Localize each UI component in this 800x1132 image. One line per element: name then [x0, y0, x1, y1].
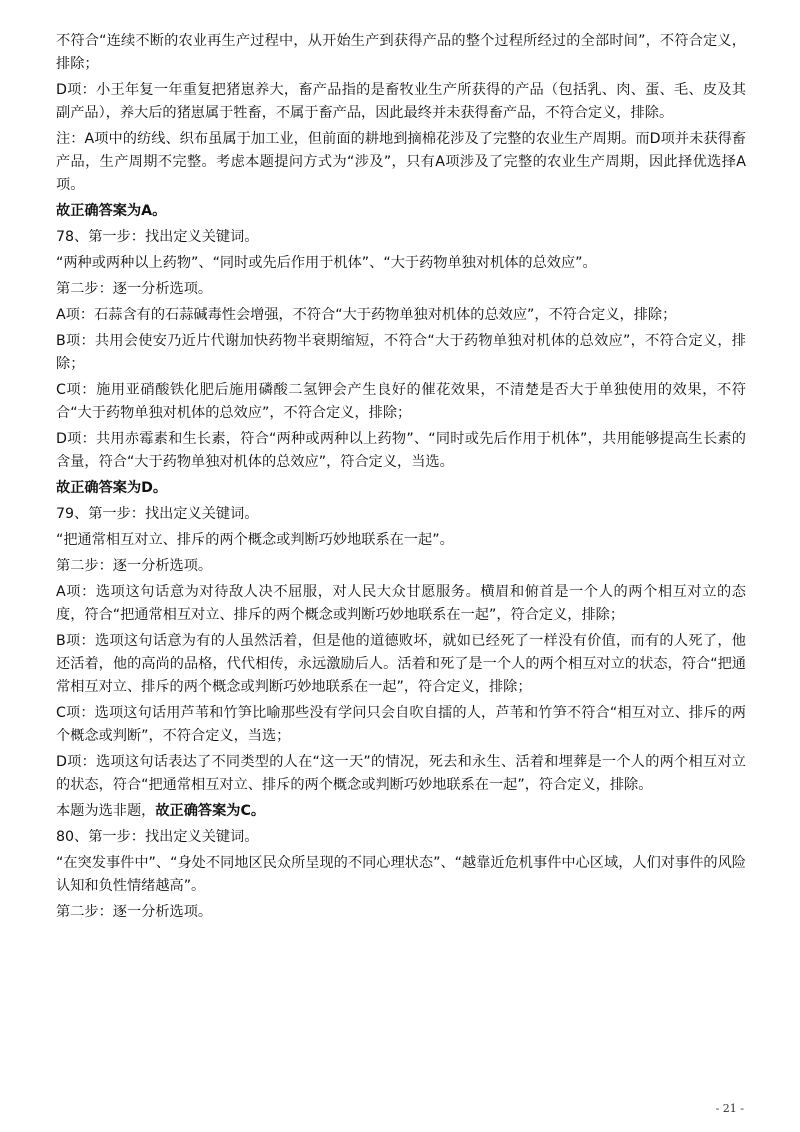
paragraph: 79、第一步：找出定义关键词。: [56, 506, 259, 522]
paragraph: 第二步：逐一分析选项。: [56, 281, 213, 297]
paragraph: B项：共用会使安乃近片代谢加快药物半衰期缩短，不符合“大于药物单独对机体的总效应”，不符合定义，排除；: [56, 333, 746, 372]
answer-line: 故正确答案为A。: [56, 203, 167, 219]
paragraph: 78、第一步：找出定义关键词。: [56, 229, 259, 245]
page-number: - 21 -: [715, 1102, 744, 1115]
paragraph: “把通常相互对立、排斥的两个概念或判断巧妙地联系在一起”。: [56, 532, 454, 548]
paragraph: D项：共用赤霉素和生长素，符合“两种或两种以上药物”、“同时或先后作用于机体”，共用能够提高生长素的含量，符合“大于药物单独对机体的总效应”，符合定义，当选。: [56, 431, 746, 470]
paragraph: A项：选项这句话意为对待敌人决不屈服，对人民大众甘愿服务。横眉和俯首是一个人的两个相互对立的态度，符合“把通常相互对立、排斥的两个概念或判断巧妙地联系在一起”，符合定义，排除；: [56, 584, 746, 623]
paragraph: 注：A项中的纺线、织布虽属于加工业，但前面的耕地到摘棉花涉及了完整的农业生产周期。而D项并未获得畜产品，生产周期不完整。考虑本题提问方式为“涉及”，只有A项涉及了完整的农业生产周期，因此择优选择A项。: [56, 131, 746, 193]
document-body: [56, 30, 746, 927]
paragraph: “在突发事件中”、“身处不同地区民众所呈现的不同心理状态”、“越靠近危机事件中心区域，人们对事件的风险认知和负性情绪越高”。: [56, 855, 746, 894]
paragraph: A项：石蒜含有的石蒜碱毒性会增强，不符合“大于药物单独对机体的总效应”，不符合定义，排除；: [56, 307, 677, 323]
paragraph: C项：施用亚硝酸铁化肥后施用磷酸二氢钾会产生良好的催花效果，不清楚是否大于单独使用的效果，不符合“大于药物单独对机体的总效应”，不符合定义，排除；: [56, 382, 746, 421]
paragraph: B项：选项这句话意为有的人虽然活着，但是他的道德败坏，就如已经死了一样没有价值，而有的人死了，他还活着，他的高尚的品格，代代相传，永远激励后人。活着和死了是一个人的两个相互对立的状态，符合“把通常相互对立、排斥的两个概念或判断巧妙地联系在一起”，符合定义，排除；: [56, 633, 746, 695]
answer-line: [56, 800, 746, 823]
paragraph: D项：选项这句话表达了不同类型的人在“这一天”的情况，死去和永生、活着和埋葬是一个人的两个相互对立的状态，符合“把通常相互对立、排斥的两个概念或判断巧妙地联系在一起”，符合定义，排除。: [56, 754, 746, 793]
paragraph: 第二步：逐一分析选项。: [56, 558, 213, 574]
paragraph: 第二步：逐一分析选项。: [56, 904, 213, 920]
answer-text: 故正确答案为C。: [155, 803, 266, 819]
paragraph: D项：小王年复一年重复把猪崽养大，畜产品指的是畜牧业生产所获得的产品（包括乳、肉、蛋、毛、皮及其副产品），养大后的猪崽属于牲畜，不属于畜产品，因此最终并未获得畜产品，不符合定义，排除。: [56, 82, 746, 121]
answer-prefix: 本题为选非题，: [56, 803, 156, 819]
paragraph: 不符合“连续不断的农业再生产过程中，从开始生产到获得产品的整个过程所经过的全部时间”，不符合定义，排除；: [56, 33, 746, 72]
paragraph: “两种或两种以上药物”、“同时或先后作用于机体”、“大于药物单独对机体的总效应”。: [56, 255, 597, 271]
paragraph: C项：选项这句话用芦苇和竹笋比喻那些没有学问只会自吹自擂的人，芦苇和竹笋不符合“相互对立、排斥的两个概念或判断”，不符合定义，当选；: [56, 705, 746, 744]
answer-line: 故正确答案为D。: [56, 480, 168, 496]
paragraph: 80、第一步：找出定义关键词。: [56, 829, 259, 845]
